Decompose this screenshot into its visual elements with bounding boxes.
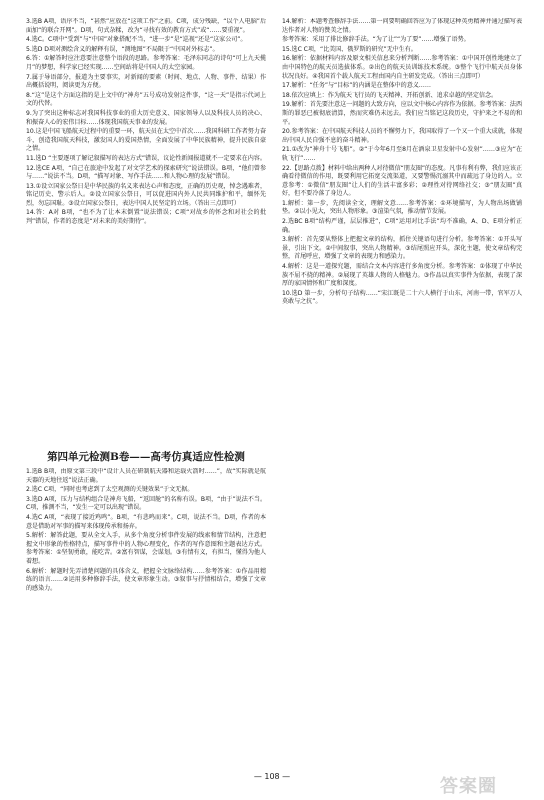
answer-paragraph: 2.选C C项，“同时也考虑到了太空观测的关键效果”于文无据。 [26,486,194,494]
watermark-logo: 答案圈 [440,776,497,797]
answer-paragraph: 20.参考答案：在中国航天科技人员的不懈努力下，我国取得了一个又一个重大成就，体现出中国人民自强不息的奋斗精神。 [282,128,522,144]
answer-paragraph: 6.答：①解答时应注意要注意整个语段的思路。参考答案：毛泽东同志的诗句“可上九天揽月”的梦想，科学家已经实现……空间站将是中国人的太空家园。 [26,55,266,71]
answer-paragraph: 2.选BC B项“结构严谨，层层推进”，C项“运用对比手法”均不准确，A、D、E项分析正确。 [282,218,522,234]
answer-paragraph: 13.①设立国家公祭日是中华民族的名义来表达心声和态度，正确的历史观，悼念遇难者，铭记历史、警示后人。②设立国家公祭日，可以促进国内外人民共同维护和平，缅怀先烈，勿忘国耻。③设立国家公祭日，表达中国人民坚定的立场。（答出三点即可） [26,182,266,207]
left-column-bottom [26,468,266,778]
answer-paragraph: 10.选D 第一步，分析句子结构……“宋江既是二十六人横行于山东，河南一带，官军万人莫敢与之抗”。 [282,289,522,306]
answer-paragraph: 6.解析：解题时先弄清楚问题的具体含义，把握全文脉络结构……参考答案：①作品用精练的语言……②运用多种修辞手法，使文章形象生动。③叙事与抒情相结合，增强了文章的感染力。 [26,567,266,592]
answer-paragraph: 参考答案：采用了排比修辞手法。“为了让”“为了要”……增强了语势。 [282,36,470,44]
page-number: — 108 — [253,772,291,781]
answer-paragraph: 3.选B A项，语序不当，“甚然”应放在“这项工作”之前。C项，成分残缺，“以个人电脑”后面加“的联合开网”。D项，句式杂糅，改为“寻找有效的教育方式”或“……要重视”。 [26,18,266,34]
page [26,18,522,778]
answer-paragraph: 17.解析：“任务”与“目标”的内涵是在整体中的意义…… [282,82,431,90]
answer-paragraph: 10.这是中国飞船航天过程中的重要一环，航天员在太空中首次……我国科研工作者努力奋斗，创造我国航天科技，激发国人的爱国热情，全面发展了中华民族精神，提升民族自豪之情。 [26,128,266,153]
answer-paragraph: 15.选C C项，“比美国、俄罗斯的研究”无中生有。 [282,45,417,53]
left-column-top [26,18,266,448]
answer-paragraph: 3.解析：首先要从整体上把握文章的结构，抓住关键语句进行分析。参考答案：①开头写景，引出下文。②中间叙事，突出人物精神。③结尾照应开头，深化主题，使文章结构完整，首尾呼应，增强了文章的表现力和感染力。 [282,236,522,261]
answer-paragraph: 8.“这”是这个方面这指的是上文中的“神舟”五号成功发射这件事，“这一天”是指示代词上文的代替。 [26,91,266,108]
answer-paragraph: 22.【思路点拨】材料中给出两种人对待微信“朋友圈”的态度。凡事有利有弊，我们应该正确看待微信的作用，既要利用它拓宽交流渠道，又要警惕沉溺其中而疏远了身边的人。立意参考：①微信“朋友圈”让人们的生活丰富多彩；②理性对待网络社交；③“朋友圈”真好，但不要冷落了身边人。 [282,164,522,198]
answer-paragraph: 14.解析：本题考查修辞手法……第一问要明确回答应为了体现这种英勇精神并通过描写表达作者对人物的赞美之情。 [282,18,522,34]
answer-paragraph: 1.选B B项，由原文第三段中“设计人员在研制航天器和运载火箭时……”，故“实际就是航天器的天地往返”说法正确。 [26,468,266,484]
section-heading: 第四单元检测B卷——高考仿真适应性检测 [47,451,245,463]
answer-paragraph: 4.选C A项，“表现了接近鸡鸣”。B项，“有悲鸣而来”。C项，说法不当。D项，作者的本意是借助对军事的描写来体现传承和扬弃。 [26,513,266,530]
answer-paragraph: 14.答：A对 B项，“也不为了让本末倒置”说法错误；C项“对故乡的怀念和对社会的批判”错误，作者的态度是“对未来的美好期待”。 [26,209,266,226]
answer-paragraph: 1.解析：第一步，先阅读全文，理解文意……参考答案：①环境描写，为人物出场做铺垫。②以小见大，突出人物形象。③渲染气氛，推动情节发展。 [282,199,522,216]
answer-paragraph: 19.解析：首先要注意这一问题的大致方向，应以文中核心内容作为依据。参考答案：法西斯的罪恶已被彻底清算，然而灾难仍未远去。我们应当铭记这段历史，守护来之不易的和平。 [282,101,522,126]
answer-paragraph: 5.选D D项对测绘含义的解释有误，“测地图”不局限于“中国对外标志”。 [26,45,219,53]
answer-paragraph: 4.解析：这是一道探究题，需结合文本内容进行多角度分析。参考答案：①体现了中华民族不屈不挠的精神。②展现了英雄人物的人格魅力。③作品以真实事件为依据，表现了深厚的家国情怀和广度和深度。 [282,263,522,288]
answer-paragraph: 12.选CE A项，“自己在旅途中发起了对文学艺术的探索研究”说法错误。B项，“他们曾参与……”说法不当。D项，“描写对象、写作手法……和人物心理的发展”错误。 [26,164,266,181]
answer-paragraph: 4.选C。C项中“受到”与“中国”对象搭配不当，“进一步”是“巡视”还是“这家公司”。 [26,36,247,44]
answer-paragraph: 3.选D A项，压力与结构组合是神舟飞船，“返回舱”的名称有误。B项，“由于”说法不当。C项，推测不当，“发生一定可以出现”错误。 [26,495,266,512]
answer-paragraph: 21.①改为“神舟十号飞船”。②“于今年6月至8月在酒泉卫星发射中心发射”……③应为“在轨飞行”…… [282,146,522,162]
answer-paragraph: 5.解析：解答此题，要从全文入手，从多个角度分析事件发展的线索和情节结构，注意把握文中形象的性格特点，描写事件中的人物心理变化，作者的写作意图和主题表达方式。参考答案：①坚韧勇敢，能吃苦。②富有智谋，会谋划。③有情有义，有担当，懂得为他人着想。 [26,532,266,565]
answer-paragraph: 18.依次应填上：作为航天飞行员的飞天精神、开拓创新、追求卓越的坚定信念。 [282,91,498,99]
right-column [282,18,522,778]
answer-paragraph: 7.属于导语部分，报道为主要事实，对新闻的要素（时间、地点、人物、事件、结果）作出概括说明，阅读更为方便。 [26,73,266,90]
answer-paragraph: 9.为了突出这种标志对我国科技事业的重大历史意义、国家领导人以及科技人员的决心、和振奋人心的宏伟目标……体现我国航天事业的发展。 [26,109,266,126]
answer-paragraph: 11.选D “主要逐项了解记叙描写的表达方式”错误，议论性新闻报道就不一定要求在内容。 [26,154,266,162]
answer-paragraph: 16.解析：依据材料内容及原文相关信息来分析判断……参考答案：①中国开创性地建立了由中国特色的航天员选拔体系。②出色的航天员训练技术系统。③整个飞行中航天员身体状况良好。④我国首个载人航天工程由国内自主研发完成。（答出三点即可） [282,55,522,80]
